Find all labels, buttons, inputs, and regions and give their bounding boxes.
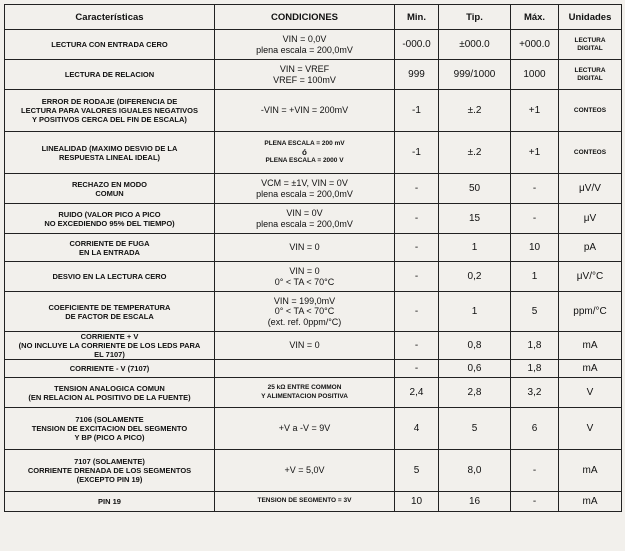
characteristic-line: CORRIENTE + V [80,332,139,341]
max-value-cell: 5 [511,292,559,332]
characteristic-cell [5,234,215,262]
table-row [5,492,622,512]
characteristic-line: ERROR DE RODAJE (DIFERENCIA DE [41,97,178,106]
typ-value-cell: ±000.0 [439,30,511,60]
unit-line: mA [582,465,598,476]
condition-line: TENSION DE SEGMENTO = 3V [257,497,352,505]
condition-line: 0° < TA < 70°C [274,276,335,287]
table-row [5,360,622,378]
characteristic-line: TENSION DE EXCITACION DEL SEGMENTO [31,424,188,433]
header-max: Máx. [511,5,559,30]
typ-value-cell: 0,8 [439,332,511,360]
condition-cell [215,450,395,492]
unit-line: mA [582,363,598,374]
table-row [5,234,622,262]
typ-value-cell: 1 [439,292,511,332]
max-value-cell: 6 [511,408,559,450]
unit-cell [559,378,622,408]
max-value-cell: +1 [511,132,559,174]
unit-line: DIGITAL [577,74,603,82]
typ-value-cell: 16 [439,492,511,512]
condition-line: VIN = 0 [289,242,320,253]
characteristic-line: TENSION ANALOGICA COMUN [54,383,165,393]
unit-line: V [586,423,594,434]
characteristic-line: 7106 (SOLAMENTE [75,415,144,424]
characteristic-line: RESPUESTA LINEAL IDEAL) [58,152,161,162]
characteristic-line: 7107 (SOLAMENTE) [74,457,145,466]
table-body [5,30,622,512]
min-value-cell: 5 [395,450,439,492]
characteristic-line: LECTURA DE RELACION [64,70,155,79]
condition-line: VIN = VREF [279,64,330,74]
table-row [5,30,622,60]
table-row [5,292,622,332]
characteristic-line: LINEALIDAD (MAXIMO DESVIO DE LA [41,143,178,153]
characteristic-line: LECTURA PARA VALORES IGUALES NEGATIVOS [21,106,198,115]
condition-line: VIN = 0 [289,266,320,276]
max-value-cell: 1,8 [511,332,559,360]
characteristic-line: DE FACTOR DE ESCALA [65,311,154,321]
condition-cell [215,292,395,332]
condition-cell [215,30,395,60]
characteristic-line: (NO INCLUYE LA CORRIENTE DE LOS LEDS PARA [18,341,201,350]
characteristic-line: COMUN [95,188,124,198]
characteristic-line: Y BP (PICO A PICO) [74,433,145,442]
characteristic-line: RECHAZO EN MODO [72,179,147,189]
characteristic-line: EL 7107) [94,350,125,359]
condition-cell [215,332,395,360]
max-value-cell: 10 [511,234,559,262]
condition-cell [215,492,395,512]
unit-cell [559,450,622,492]
max-value-cell: 3,2 [511,378,559,408]
min-value-cell: - [395,234,439,262]
unit-line: LECTURA [574,66,606,74]
unit-cell [559,262,622,292]
condition-cell [215,262,395,292]
table-row [5,174,622,204]
max-value-cell: 1000 [511,60,559,90]
unit-cell [559,30,622,60]
min-value-cell: - [395,360,439,378]
characteristic-cell [5,492,215,512]
max-value-cell: 1,8 [511,360,559,378]
min-value-cell: 10 [395,492,439,512]
condition-line: +V = 5,0V [284,465,325,476]
characteristic-line: NO EXCEDIENDO 95% DEL TIEMPO) [44,218,175,228]
max-value-cell: - [511,492,559,512]
condition-line: ó [302,147,307,157]
characteristic-cell [5,408,215,450]
condition-line: VIN = 0,0V [282,34,327,44]
condition-cell [215,174,395,204]
characteristic-line: (EXCEPTO PIN 19) [76,475,143,484]
min-value-cell: - [395,262,439,292]
unit-line: μV/V [579,183,601,194]
characteristic-line: CORRIENTE DE FUGA [69,238,150,248]
typ-value-cell: 2,8 [439,378,511,408]
condition-cell [215,204,395,234]
table-row [5,90,622,132]
typ-value-cell: 0,2 [439,262,511,292]
characteristic-cell [5,204,215,234]
condition-cell [215,360,395,378]
header-units: Unidades [559,5,622,30]
max-value-cell: 1 [511,262,559,292]
spec-sheet [4,4,621,547]
condition-line: PLENA ESCALA = 2000 V [265,156,344,164]
unit-line: ppm/°C [573,306,607,317]
characteristic-line: RUIDO (VALOR PICO A PICO [58,209,161,219]
condition-cell [215,90,395,132]
condition-line: VIN = 0V [286,208,323,218]
max-value-cell: +1 [511,90,559,132]
characteristic-cell [5,262,215,292]
condition-line: plena escala = 200,0mV [256,44,353,55]
table-row [5,132,622,174]
header-conditions: CONDICIONES [215,5,395,30]
min-value-cell: -1 [395,132,439,174]
unit-cell [559,492,622,512]
condition-line: VIN = 0 [289,340,320,351]
header-min: Min. [395,5,439,30]
header-characteristics: Características [5,5,215,30]
table-row [5,378,622,408]
characteristic-cell [5,60,215,90]
characteristic-line: LECTURA CON ENTRADA CERO [51,40,168,49]
unit-line: μV/°C [576,271,604,282]
typ-value-cell: 50 [439,174,511,204]
condition-line: +V a -V = 9V [278,423,331,434]
max-value-cell: - [511,450,559,492]
header-row [5,5,622,30]
max-value-cell: +000.0 [511,30,559,60]
characteristic-line: Y POSITIVOS CERCA DEL FIN DE ESCALA) [32,115,187,124]
unit-line: CONTEOS [573,106,607,114]
unit-line: mA [582,340,598,351]
typ-value-cell: 1 [439,234,511,262]
condition-line: 25 kΩ ENTRE COMMON [267,384,342,391]
characteristic-line: CORRIENTE DRENADA DE LOS SEGMENTOS [27,466,192,475]
unit-cell [559,60,622,90]
characteristic-line: DESVIO EN LA LECTURA CERO [52,272,167,281]
condition-line: 0° < TA < 70°C [274,306,335,317]
table-row [5,408,622,450]
max-value-cell: - [511,174,559,204]
condition-line: -VIN = +VIN = 200mV [260,105,349,116]
typ-value-cell: 8,0 [439,450,511,492]
unit-line: pA [583,242,597,253]
min-value-cell: 2,4 [395,378,439,408]
min-value-cell: - [395,204,439,234]
unit-cell [559,332,622,360]
condition-cell [215,60,395,90]
unit-line: CONTEOS [573,148,607,156]
condition-line: VREF = 100mV [273,74,336,85]
table-row [5,450,622,492]
typ-value-cell: ±.2 [439,132,511,174]
condition-cell [215,132,395,174]
unit-line: DIGITAL [577,44,603,52]
condition-line: Y ALIMENTACION POSITIVA [261,392,348,400]
unit-cell [559,234,622,262]
condition-cell [215,234,395,262]
min-value-cell: - [395,332,439,360]
min-value-cell: 4 [395,408,439,450]
condition-line: (ext. ref. 0ppm/°C) [267,316,342,327]
characteristic-line: CORRIENTE - V (7107) [69,364,150,373]
unit-cell [559,132,622,174]
unit-line: μV [583,213,597,224]
characteristic-cell [5,30,215,60]
characteristic-cell [5,132,215,174]
condition-line: VIN = 199,0mV [273,295,336,306]
typ-value-cell: ±.2 [439,90,511,132]
unit-line: V [586,387,594,398]
unit-cell [559,174,622,204]
header-typ: Tip. [439,5,511,30]
unit-cell [559,204,622,234]
condition-line: plena escala = 200,0mV [256,218,353,229]
characteristic-cell [5,360,215,378]
unit-cell [559,90,622,132]
condition-line: PLENA ESCALA = 200 mV [264,140,345,147]
typ-value-cell: 0,6 [439,360,511,378]
condition-cell [215,408,395,450]
min-value-cell: 999 [395,60,439,90]
condition-line: plena escala = 200,0mV [256,188,353,199]
min-value-cell: -1 [395,90,439,132]
table-row [5,262,622,292]
table-row [5,204,622,234]
min-value-cell: -000.0 [395,30,439,60]
typ-value-cell: 15 [439,204,511,234]
min-value-cell: - [395,174,439,204]
characteristic-cell [5,174,215,204]
unit-cell [559,408,622,450]
table-row [5,60,622,90]
unit-line: LECTURA [574,36,606,44]
max-value-cell: - [511,204,559,234]
condition-cell [215,378,395,408]
characteristic-line: COEFICIENTE DE TEMPERATURA [48,302,171,312]
unit-line: mA [582,496,598,507]
min-value-cell: - [395,292,439,332]
characteristic-cell [5,292,215,332]
characteristic-cell [5,332,215,360]
characteristic-line: PIN 19 [98,497,121,506]
specifications-table [4,4,622,512]
characteristic-cell [5,90,215,132]
table-row [5,332,622,360]
condition-line: VCM = ±1V, VIN = 0V [261,178,348,188]
characteristic-cell [5,378,215,408]
characteristic-cell [5,450,215,492]
characteristic-line: EN LA ENTRADA [79,247,140,257]
typ-value-cell: 999/1000 [439,60,511,90]
unit-cell [559,292,622,332]
typ-value-cell: 5 [439,408,511,450]
characteristic-line: (EN RELACION AL POSITIVO DE LA FUENTE) [28,392,191,402]
unit-cell [559,360,622,378]
